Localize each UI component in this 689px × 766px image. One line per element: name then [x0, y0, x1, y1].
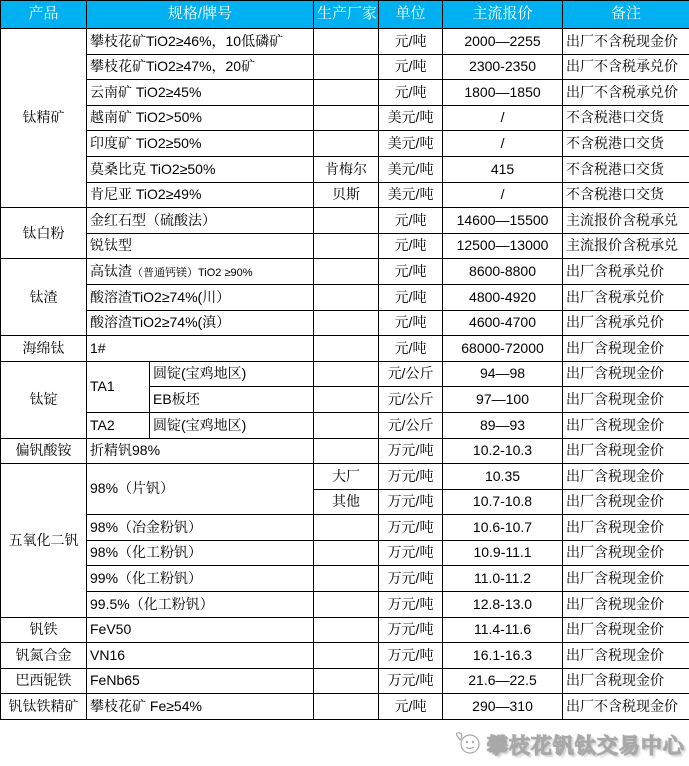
- spec-cell: 越南矿 TiO2>50%: [87, 105, 314, 131]
- manufacturer-cell: [314, 131, 379, 157]
- header-row: [1, 1, 689, 29]
- manufacturer-cell: [314, 336, 379, 362]
- manufacturer-cell: [314, 310, 379, 336]
- spec-cell: 酸溶渣TiO2≥74%(滇）: [87, 310, 314, 336]
- brand-logo-icon: [454, 731, 484, 759]
- table-row: [1, 310, 689, 336]
- table-row: [1, 412, 689, 438]
- spec-cell: EB板坯: [150, 387, 314, 413]
- product-cell: 钛渣: [1, 259, 87, 336]
- table-row: [1, 259, 689, 285]
- unit-cell: 元/吨: [379, 80, 443, 106]
- spec-main: 高钛渣: [90, 262, 132, 279]
- table-row: [1, 566, 689, 592]
- spec-cell: 99%（化工粉钒）: [87, 566, 314, 592]
- spec-cell: 98%（化工粉钒）: [87, 540, 314, 566]
- price-cell: 12500—13000: [443, 233, 563, 259]
- unit-cell: 万元/吨: [379, 668, 443, 694]
- price-cell: /: [443, 182, 563, 208]
- note-cell: 出厂含税现金价: [563, 643, 689, 669]
- manufacturer-cell: [314, 208, 379, 234]
- price-cell: 10.7-10.8: [443, 489, 563, 515]
- manufacturer-cell: [314, 105, 379, 131]
- manufacturer-cell: [314, 540, 379, 566]
- note-cell: 出厂含税承兑价: [563, 284, 689, 310]
- price-cell: /: [443, 105, 563, 131]
- note-cell: 出厂含税现金价: [563, 464, 689, 490]
- spec-cell: 98%（冶金粉钒）: [87, 515, 314, 541]
- manufacturer-cell: [314, 617, 379, 643]
- spec-cell: 攀枝花矿 Fe≥54%: [87, 694, 314, 720]
- unit-cell: 元/公斤: [379, 387, 443, 413]
- unit-cell: 元/吨: [379, 233, 443, 259]
- unit-cell: 万元/吨: [379, 540, 443, 566]
- manufacturer-cell: [314, 29, 379, 55]
- unit-cell: 美元/吨: [379, 105, 443, 131]
- unit-cell: 万元/吨: [379, 515, 443, 541]
- spec-cell: 印度矿 TiO2≥50%: [87, 131, 314, 157]
- note-cell: 出厂含税现金价: [563, 668, 689, 694]
- note-cell: 出厂含税现金价: [563, 515, 689, 541]
- spec-cell: 攀枝花矿TiO2≥46%，10低磷矿: [87, 29, 314, 55]
- spec-cell: 圆锭(宝鸡地区): [150, 412, 314, 438]
- note-cell: 出厂不含税承兑价: [563, 54, 689, 80]
- price-cell: 1800—1850: [443, 80, 563, 106]
- unit-cell: 万元/吨: [379, 489, 443, 515]
- unit-cell: 元/吨: [379, 694, 443, 720]
- spec-cell: FeNb65: [87, 668, 314, 694]
- price-cell: 97—100: [443, 387, 563, 413]
- manufacturer-cell: [314, 233, 379, 259]
- unit-cell: 万元/吨: [379, 617, 443, 643]
- manufacturer-cell: [314, 694, 379, 720]
- note-cell: 出厂含税现金价: [563, 412, 689, 438]
- spec-cell: VN16: [87, 643, 314, 669]
- unit-cell: 元/吨: [379, 336, 443, 362]
- price-cell: 4800-4920: [443, 284, 563, 310]
- watermark: [454, 730, 685, 760]
- spec-detail: （普通钙镁）TiO2 ≥90%: [132, 266, 253, 279]
- note-cell: 出厂含税现金价: [563, 361, 689, 387]
- unit-cell: 万元/吨: [379, 643, 443, 669]
- unit-cell: 万元/吨: [379, 592, 443, 618]
- col-header-manufacturer: 生产厂家: [314, 1, 379, 29]
- table-row: [1, 233, 689, 259]
- spec-cell: 云南矿 TiO2≥45%: [87, 80, 314, 106]
- note-cell: 出厂含税承兑价: [563, 259, 689, 285]
- note-cell: 出厂不含税现金价: [563, 694, 689, 720]
- unit-cell: 元/公斤: [379, 361, 443, 387]
- table-row: [1, 54, 689, 80]
- table-row: [1, 694, 689, 720]
- product-cell: 钒钛铁精矿: [1, 694, 87, 720]
- note-cell: 出厂不含税承兑价: [563, 80, 689, 106]
- spec-cell: 莫桑比克 TiO2≥50%: [87, 156, 314, 182]
- price-cell: 10.6-10.7: [443, 515, 563, 541]
- product-cell: 钒铁: [1, 617, 87, 643]
- table-row: [1, 540, 689, 566]
- note-cell: 出厂含税现金价: [563, 336, 689, 362]
- grade-cell: TA1: [87, 361, 150, 412]
- note-cell: 出厂含税现金价: [563, 592, 689, 618]
- price-cell: 10.9-11.1: [443, 540, 563, 566]
- unit-cell: 万元/吨: [379, 566, 443, 592]
- unit-cell: 万元/吨: [379, 464, 443, 490]
- price-cell: /: [443, 131, 563, 157]
- note-cell: 出厂含税现金价: [563, 489, 689, 515]
- price-cell: 11.0-11.2: [443, 566, 563, 592]
- price-cell: 2000—2255: [443, 29, 563, 55]
- note-cell: 主流报价含税承兑: [563, 233, 689, 259]
- col-header-note: 备注: [563, 1, 689, 29]
- price-cell: 10.2-10.3: [443, 438, 563, 464]
- price-cell: 94—98: [443, 361, 563, 387]
- unit-cell: 元/吨: [379, 310, 443, 336]
- spec-cell: FeV50: [87, 617, 314, 643]
- spec-cell: [87, 259, 314, 285]
- product-cell: 海绵钛: [1, 336, 87, 362]
- table-row: [1, 208, 689, 234]
- table-row: [1, 105, 689, 131]
- spec-cell: 攀枝花矿TiO2≥47%，20矿: [87, 54, 314, 80]
- note-cell: 出厂含税现金价: [563, 566, 689, 592]
- price-cell: 11.4-11.6: [443, 617, 563, 643]
- table-row: [1, 336, 689, 362]
- spec-cell: 折精钒98%: [87, 438, 314, 464]
- manufacturer-cell: [314, 668, 379, 694]
- unit-cell: 元/吨: [379, 29, 443, 55]
- spec-cell: 锐钛型: [87, 233, 314, 259]
- product-cell: 偏钒酸铵: [1, 438, 87, 464]
- table-row: [1, 361, 689, 387]
- price-cell: 12.8-13.0: [443, 592, 563, 618]
- manufacturer-cell: 大厂: [314, 464, 379, 490]
- note-cell: 出厂含税现金价: [563, 438, 689, 464]
- unit-cell: 元/吨: [379, 259, 443, 285]
- col-header-price: 主流报价: [443, 1, 563, 29]
- manufacturer-cell: [314, 592, 379, 618]
- note-cell: 出厂含税现金价: [563, 540, 689, 566]
- manufacturer-cell: [314, 515, 379, 541]
- table-row: [1, 515, 689, 541]
- unit-cell: 美元/吨: [379, 131, 443, 157]
- unit-cell: 美元/吨: [379, 156, 443, 182]
- price-cell: 14600—15500: [443, 208, 563, 234]
- unit-cell: 万元/吨: [379, 438, 443, 464]
- table-row: [1, 643, 689, 669]
- table-row: [1, 617, 689, 643]
- product-cell: 五氧化二钒: [1, 464, 87, 618]
- product-cell: 巴西铌铁: [1, 668, 87, 694]
- manufacturer-cell: [314, 284, 379, 310]
- note-cell: 出厂含税现金价: [563, 387, 689, 413]
- note-cell: 不含税港口交货: [563, 156, 689, 182]
- product-cell: 钛锭: [1, 361, 87, 438]
- col-header-spec: 规格/牌号: [87, 1, 314, 29]
- manufacturer-cell: [314, 438, 379, 464]
- price-cell: 415: [443, 156, 563, 182]
- unit-cell: 元/吨: [379, 208, 443, 234]
- spec-cell: 肯尼亚 TiO2≥49%: [87, 182, 314, 208]
- manufacturer-cell: [314, 361, 379, 387]
- note-cell: 不含税港口交货: [563, 131, 689, 157]
- unit-cell: 元/公斤: [379, 412, 443, 438]
- grade-cell: TA2: [87, 412, 150, 438]
- table-row: [1, 80, 689, 106]
- product-cell: 钒氮合金: [1, 643, 87, 669]
- manufacturer-cell: [314, 643, 379, 669]
- col-header-product: 产品: [1, 1, 87, 29]
- price-cell: 2300-2350: [443, 54, 563, 80]
- manufacturer-cell: [314, 80, 379, 106]
- price-cell: 21.6—22.5: [443, 668, 563, 694]
- price-cell: 89—93: [443, 412, 563, 438]
- manufacturer-cell: [314, 387, 379, 413]
- note-cell: 不含税港口交货: [563, 182, 689, 208]
- price-cell: 16.1-16.3: [443, 643, 563, 669]
- manufacturer-cell: [314, 54, 379, 80]
- spec-cell: 圆锭(宝鸡地区): [150, 361, 314, 387]
- table-row: [1, 438, 689, 464]
- table-row: [1, 29, 689, 55]
- table-row: [1, 592, 689, 618]
- price-cell: 290—310: [443, 694, 563, 720]
- note-cell: 主流报价含税承兑: [563, 208, 689, 234]
- spec-cell: 酸溶渣TiO2≥74%(川）: [87, 284, 314, 310]
- manufacturer-cell: [314, 412, 379, 438]
- note-cell: 出厂含税承兑价: [563, 310, 689, 336]
- product-cell: 钛白粉: [1, 208, 87, 259]
- note-cell: 出厂不含税现金价: [563, 29, 689, 55]
- spec-cell: 金红石型（硫酸法）: [87, 208, 314, 234]
- spec-cell: 1#: [87, 336, 314, 362]
- table-row: [1, 464, 689, 490]
- table-row: [1, 131, 689, 157]
- manufacturer-cell: 其他: [314, 489, 379, 515]
- price-cell: 4600-4700: [443, 310, 563, 336]
- product-cell: 钛精矿: [1, 29, 87, 208]
- unit-cell: 美元/吨: [379, 182, 443, 208]
- spec-cell: 98%（片钒）: [87, 464, 314, 515]
- table-row: [1, 668, 689, 694]
- manufacturer-cell: [314, 566, 379, 592]
- manufacturer-cell: 贝斯: [314, 182, 379, 208]
- col-header-unit: 单位: [379, 1, 443, 29]
- note-cell: 出厂含税现金价: [563, 617, 689, 643]
- table-row: [1, 284, 689, 310]
- manufacturer-cell: 肯梅尔: [314, 156, 379, 182]
- price-cell: 10.35: [443, 464, 563, 490]
- watermark-text: 攀枝花钒钛交易中心: [487, 735, 685, 758]
- unit-cell: 元/吨: [379, 54, 443, 80]
- manufacturer-cell: [314, 259, 379, 285]
- spec-cell: 99.5%（化工粉钒）: [87, 592, 314, 618]
- note-cell: 不含税港口交货: [563, 105, 689, 131]
- unit-cell: 元/吨: [379, 284, 443, 310]
- price-cell: 68000-72000: [443, 336, 563, 362]
- table-row: [1, 182, 689, 208]
- table-row: [1, 156, 689, 182]
- price-cell: 8600-8800: [443, 259, 563, 285]
